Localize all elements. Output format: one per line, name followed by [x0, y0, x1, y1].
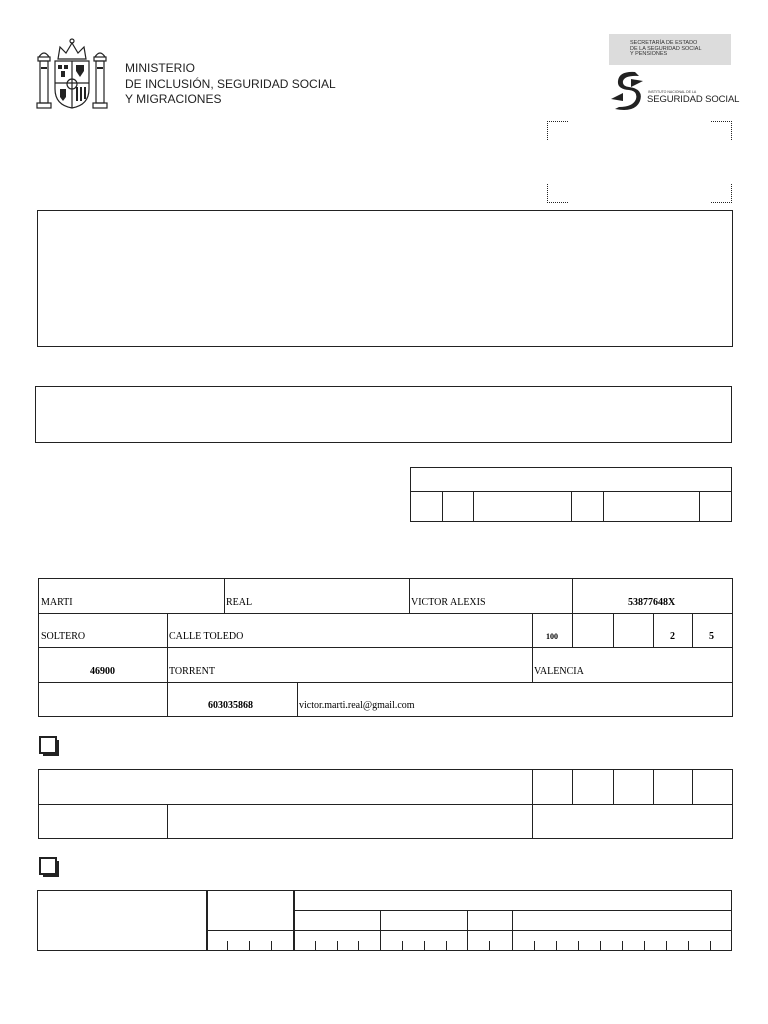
inss-big-text: SEGURIDAD SOCIAL: [647, 94, 740, 105]
secretaria-line-1: SECRETARÍA DE ESTADO: [630, 40, 698, 46]
dni-value: 53877648X: [628, 597, 676, 608]
ministry-line-1: MINISTERIO: [125, 61, 196, 75]
inss-logo-icon: [609, 69, 645, 111]
bank-account-table: [37, 890, 732, 951]
secretaria-line-2: DE LA SEGURIDAD SOCIAL: [630, 45, 702, 52]
instructions-box: [37, 210, 733, 347]
applicant-data-table: [38, 578, 733, 717]
civil-status-value: SOLTERO: [41, 631, 86, 642]
section-2-checkbox[interactable]: [39, 736, 57, 754]
door-value: 5: [709, 631, 714, 642]
name-value: VICTOR ALEXIS: [411, 597, 486, 608]
street-value: CALLE TOLEDO: [169, 631, 244, 642]
stamp-corner-bl: [547, 184, 568, 203]
stamp-corner-tr: [711, 121, 732, 140]
province-value: VALENCIA: [534, 666, 584, 677]
city-value: TORRENT: [169, 666, 215, 677]
ministry-name: [125, 61, 336, 108]
secretaria-badge: [609, 34, 731, 65]
secretaria-line-3: Y PENSIONES: [630, 51, 668, 58]
ministry-line-2: DE INCLUSIÓN, SEGURIDAD SOCIAL: [125, 76, 336, 91]
coat-of-arms-icon: [36, 37, 108, 111]
email-value: victor.marti.real@gmail.com: [299, 700, 415, 711]
inss-small-text: INSTITUTO NACIONAL DE LA: [648, 90, 697, 94]
section-3-checkbox[interactable]: [39, 857, 57, 875]
street-number-value: 100: [546, 632, 558, 641]
floor-value: 2: [670, 631, 675, 642]
second-surname-value: REAL: [226, 597, 253, 608]
section-2-table: [38, 769, 733, 839]
first-surname-value: MARTI: [41, 597, 73, 608]
phone-value: 603035868: [208, 700, 253, 711]
ministry-line-3: Y MIGRACIONES: [125, 92, 222, 106]
postal-code-value: 46900: [90, 666, 115, 677]
stamp-corner-tl: [547, 121, 568, 140]
notice-box: [35, 386, 732, 443]
reference-code-grid: [410, 467, 732, 522]
stamp-corner-br: [711, 184, 732, 203]
